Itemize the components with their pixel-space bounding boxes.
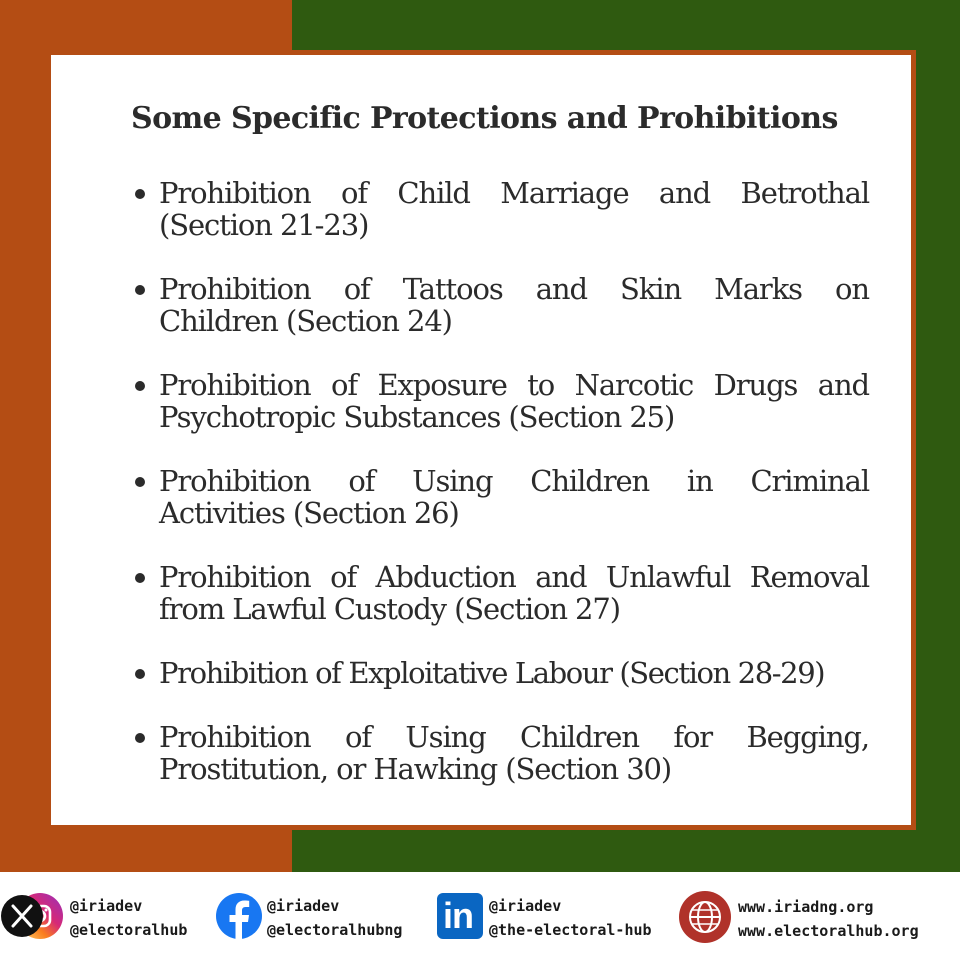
list-item bbox=[131, 657, 869, 689]
list-item-line: Prohibition of Child Marriage and Betrothal bbox=[159, 176, 869, 210]
page-title: Some Specific Protections and Prohibitions bbox=[131, 101, 838, 136]
bullet-icon bbox=[135, 381, 145, 391]
instagram-handle: @electoralhub bbox=[70, 921, 188, 939]
list-item-line: from Lawful Custody (Section 27) bbox=[159, 592, 620, 626]
list-item-line: Prohibition of Tattoos and Skin Marks on bbox=[159, 272, 869, 306]
x-instagram-icons bbox=[0, 892, 70, 940]
social-facebook[interactable] bbox=[215, 890, 435, 942]
list-item-line: Children (Section 24) bbox=[159, 304, 452, 338]
facebook-icon bbox=[215, 892, 263, 940]
facebook-handle-2: @electoralhubng bbox=[267, 921, 403, 939]
list-item bbox=[131, 561, 869, 625]
list-item bbox=[131, 177, 869, 241]
bullet-icon bbox=[135, 669, 145, 679]
list-item-line: Psychotropic Substances (Section 25) bbox=[159, 400, 675, 434]
list-item-line: (Section 21-23) bbox=[159, 208, 369, 242]
bullet-icon bbox=[135, 733, 145, 743]
bullet-icon bbox=[135, 573, 145, 583]
list-item-line: Prohibition of Abduction and Unlawful Removal bbox=[159, 560, 869, 594]
linkedin-handle-1: @iriadev bbox=[489, 897, 562, 915]
linkedin-handle-2: @the-electoral-hub bbox=[489, 921, 652, 939]
linkedin-icon: in bbox=[437, 893, 483, 939]
social-website[interactable] bbox=[678, 890, 956, 942]
content-card bbox=[46, 50, 916, 830]
x-icon bbox=[1, 895, 43, 937]
social-linkedin[interactable] bbox=[437, 890, 677, 942]
list-item-line: Prohibition of Exploitative Labour (Section 28-29) bbox=[159, 656, 825, 690]
bullet-icon bbox=[135, 285, 145, 295]
bullet-icon bbox=[135, 477, 145, 487]
list-item-line: Prohibition of Using Children in Criminal bbox=[159, 464, 869, 498]
bullet-icon bbox=[135, 189, 145, 199]
website-url-2[interactable]: www.electoralhub.org bbox=[738, 922, 919, 940]
facebook-handle-1: @iriadev bbox=[267, 897, 340, 915]
list-item-line: Activities (Section 26) bbox=[159, 496, 459, 530]
social-footer bbox=[0, 872, 960, 960]
social-x-instagram[interactable] bbox=[0, 890, 215, 942]
list-item bbox=[131, 721, 869, 785]
list-item-line: Prostitution, or Hawking (Section 30) bbox=[159, 752, 672, 786]
list-item-line: Prohibition of Using Children for Begging, bbox=[159, 720, 869, 754]
prohibitions-list bbox=[131, 177, 869, 785]
list-item bbox=[131, 273, 869, 337]
list-item bbox=[131, 369, 869, 433]
list-item-line: Prohibition of Exposure to Narcotic Drugs and bbox=[159, 368, 869, 402]
globe-icon bbox=[678, 890, 732, 944]
list-item bbox=[131, 465, 869, 529]
website-url-1[interactable]: www.iriadng.org bbox=[738, 898, 874, 916]
x-handle: @iriadev bbox=[70, 897, 143, 915]
